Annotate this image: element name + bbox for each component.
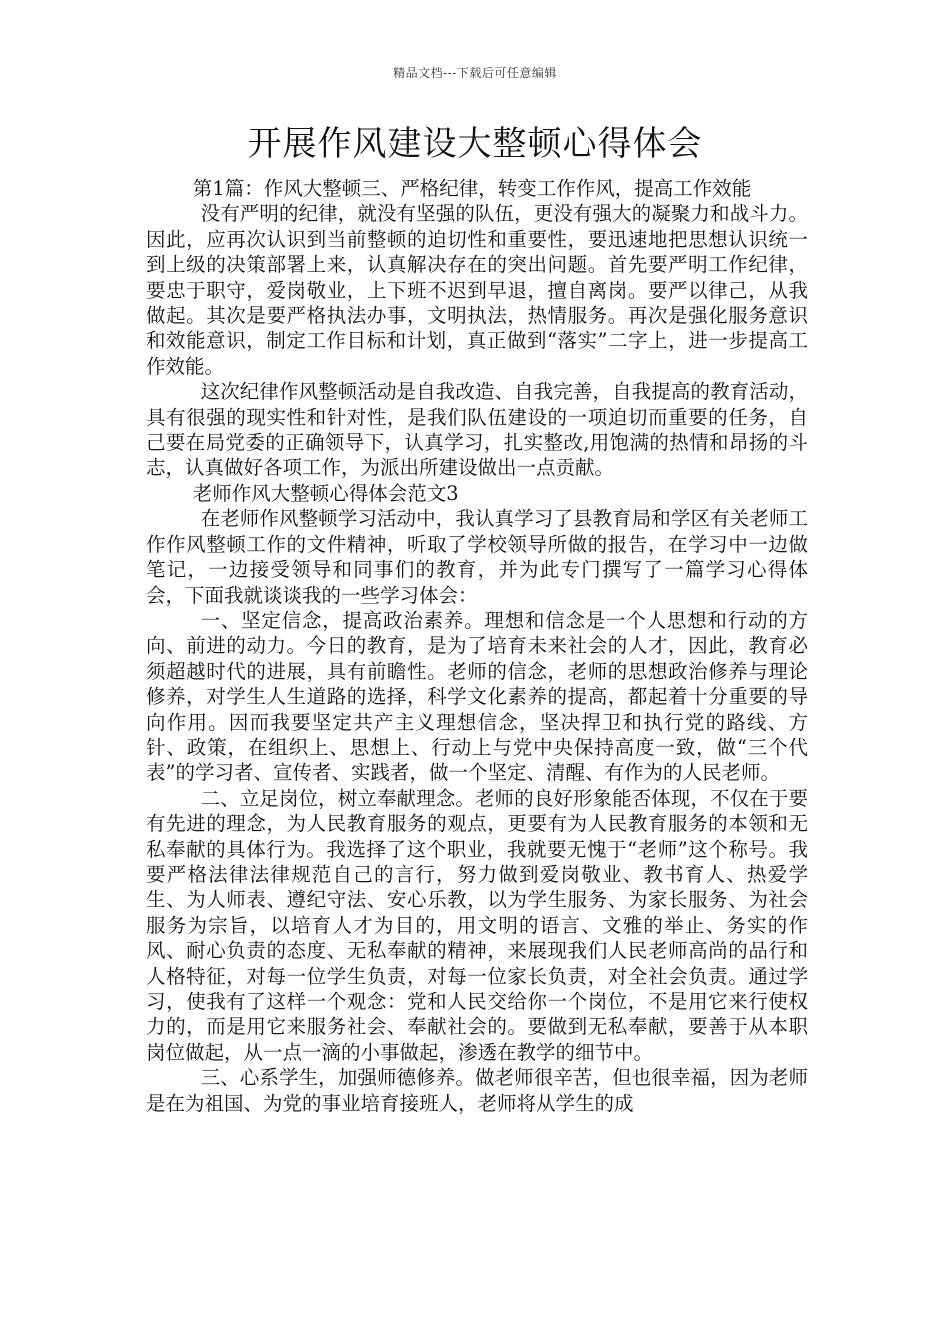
header-note: 精品文档---下载后可任意编辑 [393,66,557,80]
paragraph: 三、心系学生，加强师德修养。做老师很辛苦，但也很幸福，因为老师是在为祖国、为党的事业培育接班人，老师将从学生的成 [146,1066,808,1115]
paragraph: 这次纪律作风整顿活动是自我改造、自我完善，自我提高的教育活动，具有很强的现实性和针对性，是我们队伍建设的一项迫切而重要的任务，自己要在局党委的正确领导下，认真学习，扎实整改,用饱满的热情和昂扬的斗志，认真做好各项工作，为派出所建设做出一点贡献。 [146,380,808,480]
paragraph: 没有严明的纪律，就没有坚强的队伍，更没有强大的凝聚力和战斗力。因此，应再次认识到当前整顿的迫切性和重要性，要迅速地把思想认识统一到上级的决策部署上来，认真解决存在的突出问题。首先要严明工作纪律，要忠于职守，爱岗敬业，上下班不迟到早退，擅自离岗。要严以律己，从我做起。其次是要严格执法办事，文明执法，热情服务。再次是强化服务意识和效能意识，制定工作目标和计划，真正做到“落实”二字上，进一步提高工作效能。 [146,202,808,378]
section-subheading: 第1篇：作风大整顿三、严格纪律，转变工作作风，提高工作效能 [192,177,752,200]
paragraph: 一、坚定信念，提高政治素养。理想和信念是一个人思想和行动的方向、前进的动力。今日的教育，是为了培育未来社会的人才，因此，教育必须超越时代的进展，具有前瞻性。老师的信念，老师的思想政治修养与理论修养，对学生人生道路的选择，科学文化素养的提高，都起着十分重要的导向作用。因而我要坚定共产主义理想信念，坚决捍卫和执行党的路线、方针、政策，在组织上、思想上、行动上与党中央保持高度一致，做“三个代表”的学习者、宣传者、实践者，做一个坚定、清醒、有作为的人民老师。 [146,608,808,785]
paragraph: 二、立足岗位，树立奉献理念。老师的良好形象能否体现，不仅在于要有先进的理念，为人民教育服务的观点，更要有为人民教育服务的本领和无私奉献的具体行为。我选择了这个职业，我就要无愧于“老师”这个称号。我要严格法律法律规范自己的言行，努力做到爱岗敬业、教书育人、热爱学生、为人师表、遵纪守法、安心乐教，以为学生服务、为家长服务、为社会服务为宗旨，以培育人才为目的，用文明的语言、文雅的举止、务实的作风、耐心负责的态度、无私奉献的精神，来展现我们人民老师高尚的品行和人格特征，对每一位学生负责，对每一位家长负责，对全社会负责。通过学习，使我有了这样一个观念：党和人民交给你一个岗位，不是用它来行使权力的，而是用它来服务社会、奉献社会的。要做到无私奉献，要善于从本职岗位做起，从一点一滴的小事做起，渗透在教学的细节中。 [146,786,808,1064]
document-body [146,176,808,1116]
paragraph: 在老师作风整顿学习活动中，我认真学习了县教育局和学区有关老师工作作风整顿工作的文件精神，听取了学校领导所做的报告，在学习中一边做笔记，一边接受领导和同事们的教育，并为此专门撰写了一篇学习心得体会，下面我就谈谈我的一些学习体会： [146,507,808,607]
section-subheading: 老师作风大整顿心得体会范文3 [192,481,459,505]
document-title: 开展作风建设大整顿心得体会 [247,124,703,164]
